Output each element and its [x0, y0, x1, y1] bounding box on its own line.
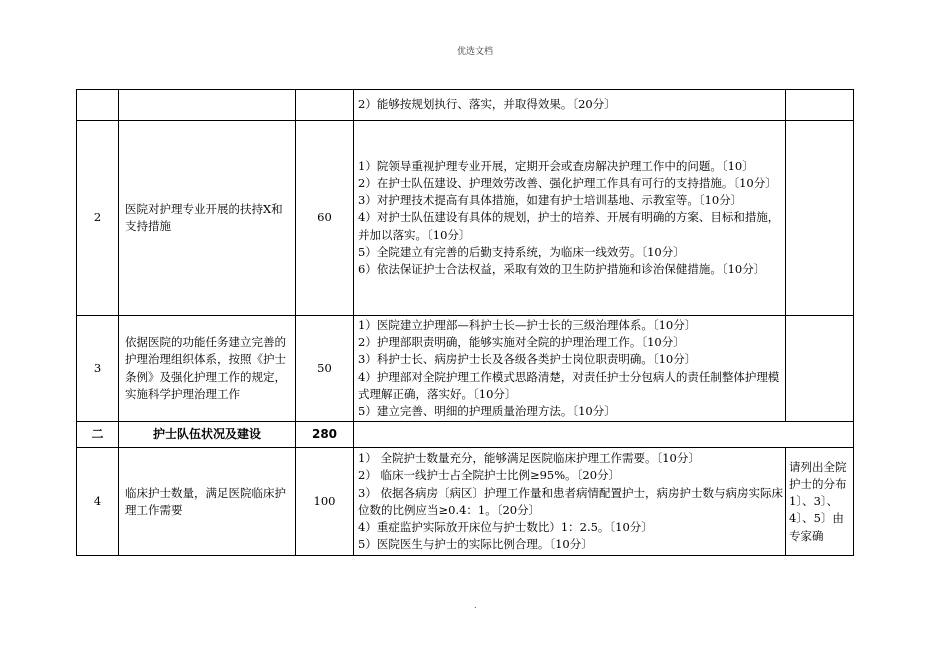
section-header-row	[77, 422, 854, 448]
row-number: 4	[77, 448, 119, 556]
page-footer: .	[474, 601, 477, 610]
standard-line: 4）重症监护实际放开床位与护士数比）1：2.5。〔10分〕	[358, 519, 653, 534]
row-number: 3	[77, 316, 119, 422]
section-number: 二	[77, 422, 119, 448]
standard-line: 4）对护士队伍建设有具体的规划，护士的培养、开展有明确的方案、目标和措施，并加以落实。〔10分〕	[358, 210, 780, 242]
table-row	[77, 448, 854, 556]
standards-cell	[354, 90, 786, 121]
standard-line: 2） 临床一线护士占全院护士比例≥95%。〔20分〕	[358, 468, 621, 483]
standard-line: 6）依法保证护士合法权益，采取有效的卫生防护措施和诊治保健措施。〔10分〕	[358, 262, 766, 276]
table-row	[77, 316, 854, 422]
standard-line: 3） 依据各病房〔病区〕护理工作量和患者病情配置护士，病房护士数与病房实际床位数的比例应当≥0.4：1。〔20分〕	[358, 485, 783, 517]
note-cell	[786, 90, 854, 121]
standard-line: 2）护理部职责明确，能够实施对全院的护理治理工作。〔10分〕	[358, 335, 685, 350]
standard-line: 2）能够按规划执行、落实，并取得效果。〔20分〕	[358, 97, 616, 112]
item-name: 医院对护理专业开展的扶持X和支持措施	[119, 121, 296, 316]
item-score: 100	[296, 448, 354, 556]
note-cell	[786, 121, 854, 316]
standard-line: 1）医院建立护理部—科护士长—护士长的三级治理体系。〔10分〕	[358, 318, 697, 332]
row-number: 2	[77, 121, 119, 316]
standard-line: 3）科护士长、病房护士长及各级各类护士岗位职责明确。〔10分〕	[358, 352, 697, 367]
item-name	[119, 90, 296, 121]
item-score: 60	[296, 121, 354, 316]
section-score: 280	[296, 422, 354, 448]
section-empty-cell	[354, 422, 854, 448]
standard-line: 2）在护士队伍建设、护理效劳改善、强化护理工作具有可行的支持措施。〔10分〕	[358, 175, 777, 190]
section-title: 护士队伍状况及建设	[119, 422, 296, 448]
standard-line: 5）医院医生与护士的实际比例合理。〔10分〕	[358, 537, 593, 552]
standard-line: 4）护理部对全院护理工作模式思路清楚，对责任护士分包病人的责任制整体护理模式理解正确，落实好。〔10分〕	[358, 369, 780, 401]
standard-line: 1） 全院护士数量充分，能够满足医院临床护理工作需要。〔10分〕	[358, 451, 700, 466]
table-row	[77, 121, 854, 316]
standards-cell	[354, 316, 786, 422]
row-number	[77, 90, 119, 121]
standard-line: 1）院领导重视护理专业开展，定期开会或查房解决护理工作中的问题。〔10〕	[358, 158, 754, 173]
item-name: 依据医院的功能任务建立完善的护理治理组织体系，按照《护士条例》及强化护理工作的规定，实施科学护理治理工作	[119, 316, 296, 422]
evaluation-table	[76, 89, 854, 556]
item-name: 临床护士数量，满足医院临床护理工作需要	[119, 448, 296, 556]
item-score: 50	[296, 316, 354, 422]
page-header: 优选文档	[456, 47, 493, 57]
note-cell: 请列出全院护士的分布1〕、3〕、4〕、5〕由专家确	[786, 448, 854, 556]
item-score	[296, 90, 354, 121]
note-cell	[786, 316, 854, 422]
standard-line: 3）对护理技术提高有具体措施，如建有护士培训基地、示教室等。〔10分〕	[358, 193, 743, 208]
standards-cell	[354, 121, 786, 316]
table-row	[77, 90, 854, 121]
standard-line: 5）全院建立有完善的后勤支持系统，为临床一线效劳。〔10分〕	[358, 244, 685, 259]
standard-line: 5）建立完善、明细的护理质量治理方法。〔10分〕	[358, 404, 616, 419]
standards-cell	[354, 448, 786, 556]
